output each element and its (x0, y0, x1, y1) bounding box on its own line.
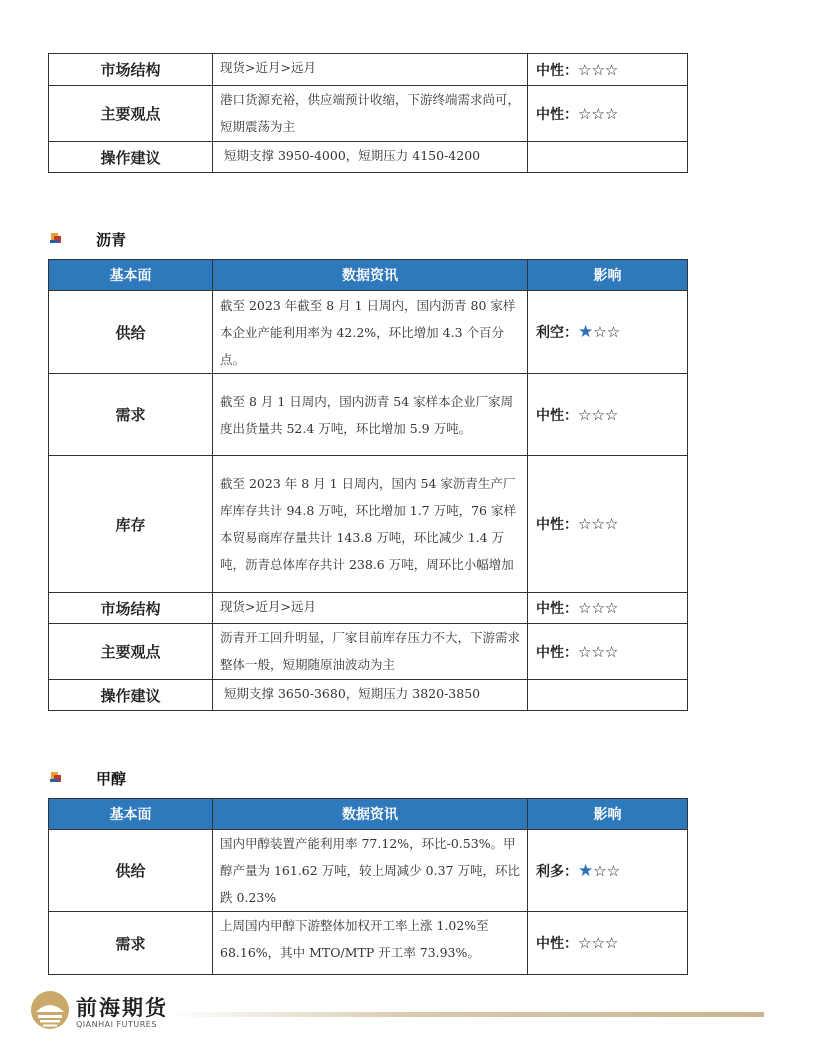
methanol-table (48, 798, 688, 975)
table-row (49, 680, 688, 711)
table-row (49, 456, 688, 593)
star-icon: ☆☆☆ (578, 60, 619, 79)
impact-cell (528, 624, 688, 680)
impact-label: 利多： (536, 863, 578, 880)
section-header-asphalt (48, 229, 126, 250)
impact-cell (528, 291, 688, 374)
impact-cell (528, 593, 688, 624)
impact-label: 利空： (536, 325, 578, 341)
impact-label: 中性： (536, 644, 578, 661)
column-header: 数据资讯 (213, 799, 528, 830)
row-info: 截至 8 月 1 日周内，国内沥青 54 家样本企业厂家周度出货量共 52.4 万吨，环比增加 5.9 万吨。 (213, 374, 528, 456)
logo-name-en: QIANHAI FUTURES (76, 1019, 157, 1029)
filled-star-icon: ★ (578, 322, 594, 342)
table-header (49, 799, 688, 830)
row-label: 操作建议 (49, 142, 213, 173)
impact-cell (528, 142, 688, 173)
row-info: 短期支撑 3650-3680，短期压力 3820-3850 (213, 680, 528, 711)
row-label: 主要观点 (49, 624, 213, 680)
impact-label: 中性： (536, 936, 578, 952)
impact-cell (528, 86, 688, 142)
row-info: 短期支撑 3950-4000，短期压力 4150-4200 (213, 142, 528, 173)
logo-text (76, 996, 168, 1029)
column-header: 影响 (528, 799, 688, 830)
table-row (49, 912, 688, 975)
logo-name-cn: 前海期货 (76, 994, 168, 1020)
impact-label: 中性： (536, 407, 578, 424)
row-label: 供给 (49, 291, 213, 374)
row-info: 现货>近月>远月 (213, 54, 528, 86)
column-header: 数据资讯 (213, 260, 528, 291)
impact-cell (528, 456, 688, 593)
section-title: 甲醇 (96, 770, 127, 788)
row-info: 截至 2023 年 8 月 1 日周内，国内 54 家沥青生产厂库库存共计 94.8 万吨，环比增加 1.7 万吨，76 家样本贸易商库存量共计 143.8 万吨，环比减少 1.4 万吨，沥青总体库存共计 238.6 万吨，周环比小幅增加 (213, 456, 528, 593)
star-icon: ☆☆☆ (578, 642, 619, 661)
impact-label: 中性： (536, 106, 578, 123)
impact-cell (528, 912, 688, 975)
section-header-methanol (48, 768, 126, 789)
table-row (49, 593, 688, 624)
table-row (49, 624, 688, 680)
impact-label: 中性： (536, 62, 578, 79)
footer-logo (30, 990, 168, 1034)
table-row (49, 830, 688, 912)
row-label: 供给 (49, 830, 213, 912)
filled-star-icon: ★ (578, 860, 594, 881)
star-icon: ☆☆ (593, 861, 621, 880)
impact-cell (528, 680, 688, 711)
row-label: 主要观点 (49, 86, 213, 142)
column-header: 基本面 (49, 799, 213, 830)
impact-label: 中性： (536, 517, 578, 533)
row-info: 现货>近月>远月 (213, 593, 528, 624)
column-header: 影响 (528, 260, 688, 291)
table-row (49, 142, 688, 173)
section-title: 沥青 (96, 231, 127, 249)
footer-divider (168, 1012, 764, 1017)
row-info: 上周国内甲醇下游整体加权开工率上涨 1.02%至 68.16%，其中 MTO/MTP 开工率 73.93%。 (213, 912, 528, 975)
bullet-icon (48, 231, 66, 249)
logo-icon (30, 990, 70, 1034)
row-label: 市场结构 (49, 54, 213, 86)
row-info: 沥青开工回升明显，厂家目前库存压力不大，下游需求整体一般，短期随原油波动为主 (213, 624, 528, 680)
top-table (48, 53, 688, 173)
asphalt-table (48, 259, 688, 711)
table-row (49, 86, 688, 142)
table-row (49, 291, 688, 374)
row-info: 港口货源充裕，供应端预计收缩，下游终端需求尚可，短期震荡为主 (213, 86, 528, 142)
bullet-icon (48, 770, 66, 788)
table-header (49, 260, 688, 291)
row-info: 截至 2023 年截至 8 月 1 日周内，国内沥青 80 家样本企业产能利用率为 42.2%，环比增加 4.3 个百分点。 (213, 291, 528, 374)
impact-cell (528, 54, 688, 86)
row-label: 库存 (49, 456, 213, 593)
star-icon: ☆☆☆ (578, 934, 619, 952)
table-row (49, 54, 688, 86)
row-label: 需求 (49, 912, 213, 975)
star-icon: ☆☆☆ (578, 515, 619, 533)
table-row (49, 374, 688, 456)
star-icon: ☆☆ (593, 323, 621, 341)
impact-cell (528, 830, 688, 912)
row-label: 市场结构 (49, 593, 213, 624)
star-icon: ☆☆☆ (578, 599, 619, 617)
impact-label: 中性： (536, 601, 578, 617)
star-icon: ☆☆☆ (578, 405, 619, 424)
impact-cell (528, 374, 688, 456)
row-label: 需求 (49, 374, 213, 456)
row-label: 操作建议 (49, 680, 213, 711)
row-info: 国内甲醇装置产能利用率 77.12%，环比-0.53%。甲醇产量为 161.62 万吨，较上周减少 0.37 万吨，环比跌 0.23% (213, 830, 528, 912)
column-header: 基本面 (49, 260, 213, 291)
star-icon: ☆☆☆ (578, 104, 619, 123)
